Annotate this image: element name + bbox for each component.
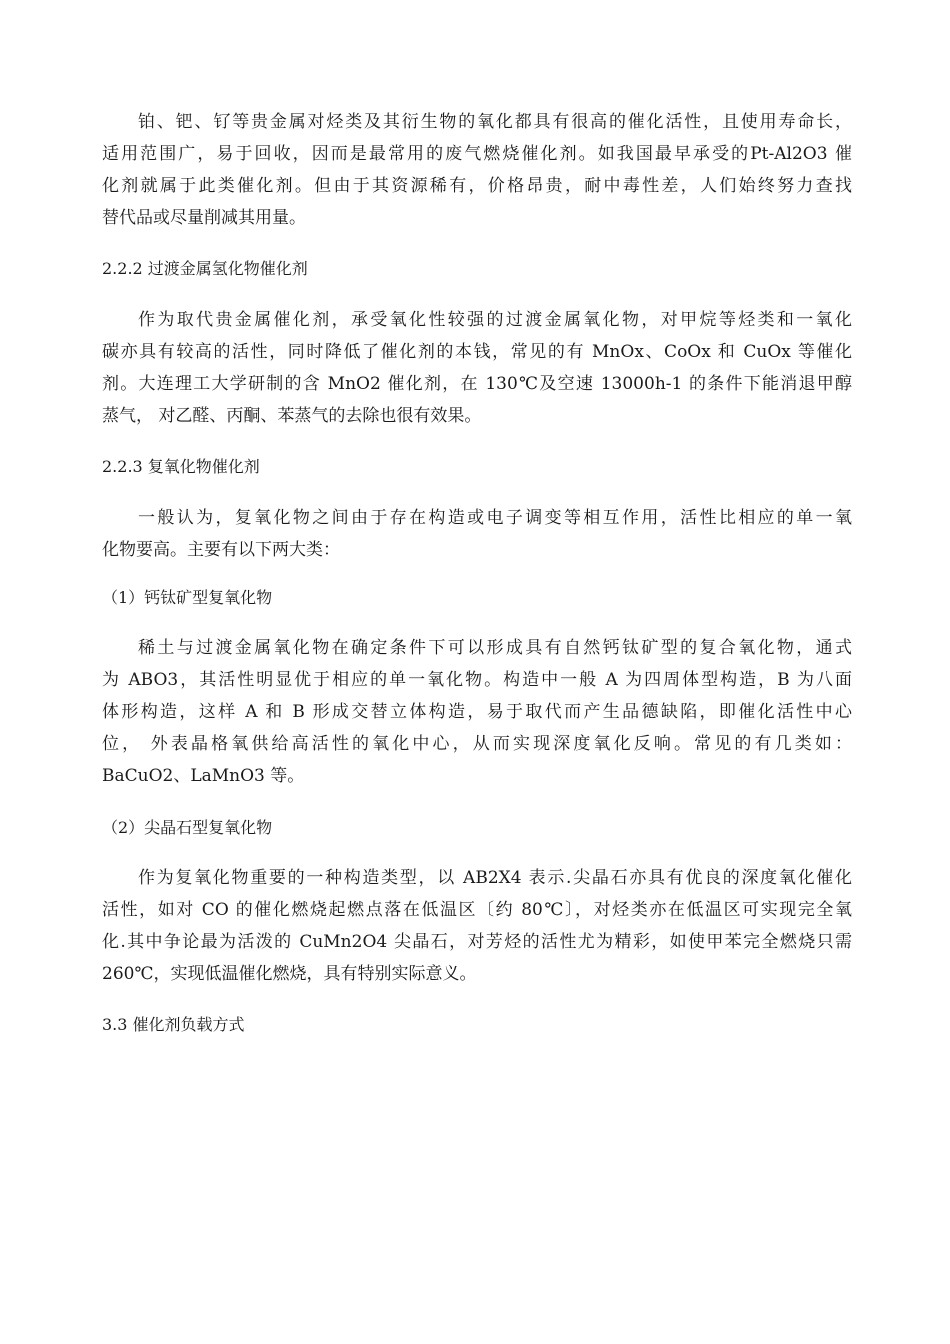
text-line: 一般认为，复氧化物之间由于存在构造或电子调变等相互作用，活性比相应的单一氧 [138,508,852,528]
text-line: 剂。大连理工大学研制的含 MnO2 催化剂，在 130℃及空速 13000h-1 的条件下能消退甲醇 [102,374,852,394]
text-line: 作为复氧化物重要的一种构造类型，以 AB2X4 表示.尖晶石亦具有优良的深度氧化催化 [138,868,852,888]
text-line: 适用范围广，易于回收，因而是最常用的废气燃烧催化剂。如我国最早承受的Pt-Al2O3 催 [102,144,852,164]
text-line: BaCuO2、LaMnO3 等。 [102,766,305,786]
text-line: 化物要高。主要有以下两大类： [102,540,340,560]
text-line: 稀土与过渡金属氧化物在确定条件下可以形成具有自然钙钛矿型的复合氧化物，通式 [138,638,852,658]
paragraph-perovskite [102,632,852,792]
text-line: 碳亦具有较高的活性，同时降低了催化剂的本钱，常见的有 MnOx、CoOx 和 CuOx 等催化 [102,342,852,362]
section-heading-2-2-2: 2.2.2 过渡金属氢化物催化剂 [102,259,308,278]
text-line: 为 ABO3，其活性明显优于相应的单一氧化物。构造中一般 A 为四周体型构造，B 为八面 [102,670,852,690]
paragraph-transition-metal [102,304,852,432]
paragraph-noble-metal [102,106,852,234]
text-line: 作为取代贵金属催化剂，承受氧化性较强的过渡金属氧化物，对甲烷等烃类和一氧化 [138,310,852,330]
section-heading-3-3: 3.3 催化剂负载方式 [102,1015,245,1034]
section-heading-2-2-3: 2.2.3 复氧化物催化剂 [102,457,260,476]
text-line: 活性，如对 CO 的催化燃烧起燃点落在低温区〔约 80℃〕，对烃类亦在低温区可实现完全氧 [102,900,852,920]
text-line: 体形构造，这样 A 和 B 形成交替立体构造，易于取代而产生品德缺陷，即催化活性中心 [102,702,852,722]
subsection-heading-perovskite: （1）钙钛矿型复氧化物 [102,588,273,607]
text-line: 铂、钯、钌等贵金属对烃类及其衍生物的氧化都具有很高的催化活性，且使用寿命长， [138,112,852,132]
paragraph-spinel [102,862,852,990]
text-line: 蒸气， 对乙醛、丙酮、苯蒸气的去除也很有效果。 [102,406,482,426]
text-line: 位， 外表晶格氧供给高活性的氧化中心，从而实现深度氧化反响。常见的有几类如： [102,734,852,754]
text-line: 替代品或尽量削减其用量。 [102,208,306,228]
text-line: 化剂就属于此类催化剂。但由于其资源稀有，价格昂贵，耐中毒性差，人们始终努力查找 [102,176,852,196]
text-line: 260℃，实现低温催化燃烧，具有特别实际意义。 [102,964,477,984]
paragraph-composite-oxide [102,502,852,566]
subsection-heading-spinel: （2）尖晶石型复氧化物 [102,818,273,837]
text-line: 化.其中争论最为活泼的 CuMn2O4 尖晶石，对芳烃的活性尤为精彩，如使甲苯完全燃烧只需 [102,932,852,952]
